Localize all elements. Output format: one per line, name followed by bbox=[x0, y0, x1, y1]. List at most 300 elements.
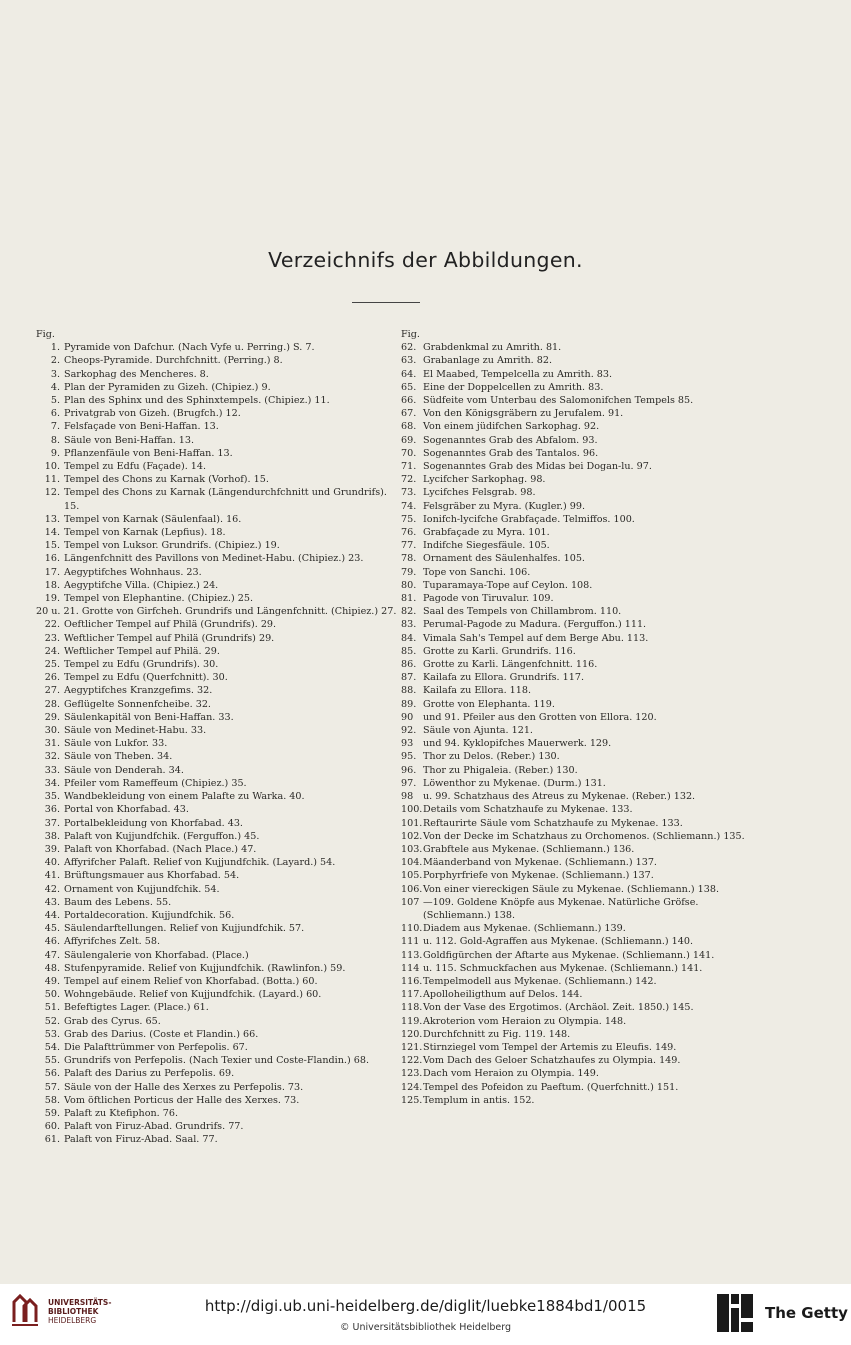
figure-entry bbox=[401, 632, 761, 645]
figure-caption: Von der Vase des Ergotimos. (Archäol. Zeit. 1850.) 145. bbox=[423, 1002, 694, 1014]
figure-entry bbox=[36, 1001, 398, 1014]
figure-caption: Südfeite vom Unterbau des Salomonifchen Tempels 85. bbox=[423, 395, 694, 406]
figure-entry bbox=[36, 407, 398, 420]
figure-entry bbox=[401, 684, 761, 697]
figure-entry bbox=[401, 962, 761, 975]
title-divider bbox=[352, 302, 420, 303]
figure-entry bbox=[401, 949, 761, 962]
figure-caption: Tempel zu Edfu (Querfchnitt). 30. bbox=[64, 672, 228, 684]
figure-number: 26. bbox=[44, 672, 60, 684]
figure-entry bbox=[401, 552, 761, 565]
figure-number: 30. bbox=[44, 725, 60, 737]
figure-entry bbox=[401, 671, 761, 684]
figure-number: 71. bbox=[401, 461, 417, 473]
figure-caption: —109. Goldene Knöpfe aus Mykenae. Natürliche Gröfse. (Schliemann.) 138. bbox=[423, 896, 699, 921]
figure-entry bbox=[36, 618, 398, 631]
figure-number: 105. bbox=[401, 870, 423, 882]
figure-number: 101. bbox=[401, 817, 423, 829]
figure-entry bbox=[36, 434, 398, 447]
figure-caption: Tempel zu Edfu (Grundrifs). 30. bbox=[64, 659, 219, 671]
figure-caption: Aegyptifche Villa. (Chipiez.) 24. bbox=[64, 579, 219, 591]
figure-caption: Ornament des Säulenhalfes. 105. bbox=[423, 553, 585, 565]
figure-number: 56. bbox=[44, 1068, 60, 1080]
figure-number: 95. bbox=[401, 751, 417, 763]
figure-entry bbox=[401, 1081, 761, 1094]
figure-number: 88. bbox=[401, 685, 417, 697]
figure-caption: Palaft von Firuz-Abad. Saal. 77. bbox=[64, 1134, 218, 1146]
figure-number: 75. bbox=[401, 513, 417, 525]
figure-number: 116. bbox=[401, 975, 423, 987]
figure-caption: Stufenpyramide. Relief von Kujjundfchik. (Rawlinfon.) 59. bbox=[64, 962, 346, 974]
figure-entry bbox=[401, 737, 761, 750]
figure-caption: Affyrifcher Palaft. Relief von Kujjundfchik. (Layard.) 54. bbox=[64, 857, 336, 869]
figure-number: 124. bbox=[401, 1081, 423, 1093]
figure-entry bbox=[401, 711, 761, 724]
figure-number: 41. bbox=[44, 870, 60, 882]
figure-caption: Baum des Lebens. 55. bbox=[64, 896, 172, 908]
figure-caption: Perumal-Pagode zu Madura. (Ferguffon.) 111. bbox=[423, 619, 647, 631]
figure-entry bbox=[401, 1015, 761, 1028]
figure-entry bbox=[36, 737, 398, 750]
figure-caption: Tempel von Elephantine. (Chipiez.) 25. bbox=[64, 593, 254, 605]
figure-number: 66. bbox=[401, 395, 417, 406]
figure-entry bbox=[401, 975, 761, 988]
figure-number: 51. bbox=[44, 1002, 60, 1014]
figure-caption: Säule von Beni-Haffan. 13. bbox=[64, 434, 195, 446]
figure-caption: Tempel des Pofeidon zu Paeftum. (Querfchnitt.) 151. bbox=[423, 1081, 679, 1093]
figure-number: 53. bbox=[44, 1028, 60, 1040]
figure-entry bbox=[36, 922, 398, 935]
figure-number: 64. bbox=[401, 368, 417, 380]
figure-caption: Tempel auf einem Relief von Khorfabad. (Botta.) 60. bbox=[64, 975, 318, 987]
figure-entry bbox=[36, 830, 398, 843]
figure-number: 111 bbox=[401, 936, 420, 948]
figure-number: 27. bbox=[44, 685, 60, 697]
figure-caption: Apolloheiligthum auf Delos. 144. bbox=[423, 989, 583, 1001]
figure-entry bbox=[401, 817, 761, 830]
figure-entry bbox=[36, 486, 398, 512]
figure-number: 121. bbox=[401, 1041, 423, 1053]
figure-entry bbox=[36, 909, 398, 922]
figure-caption: Grabfaçade zu Myra. 101. bbox=[423, 527, 550, 539]
figure-number: 113. bbox=[401, 949, 423, 961]
figure-caption: Templum in antis. 152. bbox=[423, 1094, 535, 1106]
figure-caption: Saal des Tempels von Chillambrom. 110. bbox=[423, 606, 622, 618]
figure-number: 20 u. 21. bbox=[36, 606, 79, 618]
figure-entry bbox=[36, 1133, 398, 1146]
figure-entry bbox=[36, 1054, 398, 1067]
figure-list-left bbox=[36, 328, 398, 1147]
library-name-line: BIBLIOTHEK bbox=[48, 1307, 99, 1316]
figure-caption: Oeftlicher Tempel auf Philä (Grundrifs). 29. bbox=[64, 619, 277, 631]
figure-number: 90 bbox=[401, 711, 414, 723]
copyright-notice: © Universitätsbibliothek Heidelberg bbox=[339, 1322, 511, 1333]
figure-caption: Sogenanntes Grab des Abfalom. 93. bbox=[423, 434, 598, 446]
figure-number: 68. bbox=[401, 421, 417, 433]
figure-caption: Die Palafttrümmer von Perfepolis. 67. bbox=[64, 1041, 248, 1053]
figure-caption: Befeftigtes Lager. (Place.) 61. bbox=[64, 1002, 209, 1014]
figure-entry bbox=[401, 460, 761, 473]
figure-caption: Details vom Schatzhaufe zu Mykenae. 133. bbox=[423, 804, 633, 816]
figure-entry bbox=[401, 447, 761, 460]
figure-entry bbox=[401, 645, 761, 658]
figure-number: 77. bbox=[401, 540, 417, 552]
figure-caption: Sogenanntes Grab des Tantalos. 96. bbox=[423, 447, 599, 459]
figure-number: 74. bbox=[401, 500, 417, 512]
figure-entry bbox=[36, 1081, 398, 1094]
right-entries bbox=[401, 341, 761, 1107]
figure-number: 13. bbox=[44, 513, 60, 525]
figure-caption: Wohngebäude. Relief von Kujjundfchik. (Layard.) 60. bbox=[64, 989, 322, 1001]
figure-caption: Pyramide von Dafchur. (Nach Vyfe u. Perring.) S. 7. bbox=[64, 342, 315, 354]
figure-caption: Felsgräber zu Myra. (Kugler.) 99. bbox=[423, 500, 586, 512]
figure-number: 29. bbox=[44, 711, 60, 723]
figure-caption: Grab des Darius. (Coste et Flandin.) 66. bbox=[64, 1028, 259, 1040]
figure-caption: und 94. Kyklopifches Mauerwerk. 129. bbox=[423, 738, 612, 750]
figure-number: 47. bbox=[44, 949, 60, 961]
fig-column-label: Fig. bbox=[36, 329, 55, 340]
figure-number: 18. bbox=[44, 579, 60, 591]
figure-caption: Diadem aus Mykenae. (Schliemann.) 139. bbox=[423, 923, 626, 935]
figure-entry bbox=[36, 1028, 398, 1041]
figure-entry bbox=[36, 856, 398, 869]
figure-caption: Dach vom Heraion zu Olympia. 149. bbox=[423, 1068, 599, 1080]
figure-number: 33. bbox=[44, 764, 60, 776]
fig-column-label: Fig. bbox=[401, 329, 420, 340]
figure-entry bbox=[36, 658, 398, 671]
figure-number: 49. bbox=[44, 975, 60, 987]
figure-entry bbox=[36, 526, 398, 539]
figure-entry bbox=[401, 368, 761, 381]
figure-entry bbox=[401, 526, 761, 539]
figure-caption: Palaft zu Ktefiphon. 76. bbox=[64, 1107, 179, 1119]
figure-number: 76. bbox=[401, 527, 417, 539]
figure-number: 52. bbox=[44, 1015, 60, 1027]
figure-caption: Mäanderband von Mykenae. (Schliemann.) 137. bbox=[423, 857, 657, 869]
figure-entry bbox=[36, 962, 398, 975]
figure-number: 48. bbox=[44, 962, 60, 974]
figure-entry bbox=[36, 975, 398, 988]
figure-entry bbox=[36, 420, 398, 433]
figure-caption: Aegyptifches Wohnhaus. 23. bbox=[64, 566, 202, 578]
figure-number: 5. bbox=[50, 395, 60, 406]
figure-entry bbox=[401, 869, 761, 882]
figure-entry bbox=[36, 1015, 398, 1028]
figure-entry bbox=[36, 447, 398, 460]
figure-entry bbox=[401, 843, 761, 856]
figure-entry bbox=[401, 830, 761, 843]
figure-entry bbox=[401, 724, 761, 737]
figure-number: 9. bbox=[50, 447, 60, 459]
figure-entry bbox=[401, 658, 761, 671]
figure-number: 24. bbox=[44, 645, 60, 657]
figure-caption: El Maabed, Tempelcella zu Amrith. 83. bbox=[423, 368, 613, 380]
figure-number: 61. bbox=[44, 1134, 60, 1146]
figure-number: 7. bbox=[50, 421, 60, 433]
figure-caption: Tempel zu Edfu (Façade). 14. bbox=[64, 461, 207, 473]
figure-caption: Wandbekleidung von einem Palafte zu Warka. 40. bbox=[64, 791, 305, 803]
figure-number: 79. bbox=[401, 566, 417, 578]
figure-caption: Tempelmodell aus Mykenae. (Schliemann.) 142. bbox=[423, 975, 657, 987]
figure-caption: Säule von Medinet-Habu. 33. bbox=[64, 725, 207, 737]
figure-number: 83. bbox=[401, 619, 417, 631]
figure-entry bbox=[36, 1107, 398, 1120]
figure-entry bbox=[401, 883, 761, 896]
figure-number: 59. bbox=[44, 1107, 60, 1119]
figure-number: 89. bbox=[401, 698, 417, 710]
figure-number: 104. bbox=[401, 857, 423, 869]
left-entries bbox=[36, 341, 398, 1146]
figure-caption: Grab des Cyrus. 65. bbox=[64, 1015, 161, 1027]
figure-caption: Thor zu Delos. (Reber.) 130. bbox=[423, 751, 560, 763]
figure-entry bbox=[401, 764, 761, 777]
figure-entry bbox=[36, 592, 398, 605]
figure-number: 106. bbox=[401, 883, 423, 895]
figure-number: 93 bbox=[401, 738, 414, 750]
figure-number: 28. bbox=[44, 698, 60, 710]
figure-caption: Lycifches Felsgrab. 98. bbox=[423, 487, 536, 499]
figure-caption: u. 99. Schatzhaus des Atreus zu Mykenae. (Reber.) 132. bbox=[423, 791, 696, 803]
getty-logo-icon bbox=[715, 1292, 755, 1334]
figure-number: 39. bbox=[44, 843, 60, 855]
figure-entry bbox=[36, 381, 398, 394]
figure-entry bbox=[401, 856, 761, 869]
figure-number: 63. bbox=[401, 355, 417, 367]
figure-entry bbox=[401, 394, 761, 407]
figure-entry bbox=[401, 1041, 761, 1054]
figure-caption: Säulendarftellungen. Relief von Kujjundfchik. 57. bbox=[64, 923, 305, 935]
figure-entry bbox=[36, 869, 398, 882]
figure-entry bbox=[401, 1001, 761, 1014]
figure-caption: Portal von Khorfabad. 43. bbox=[64, 804, 189, 816]
figure-caption: Tempel von Karnak (Säulenfaal). 16. bbox=[64, 513, 242, 525]
figure-number: 6. bbox=[50, 408, 60, 420]
figure-entry bbox=[36, 883, 398, 896]
figure-caption: Säule von der Halle des Xerxes zu Perfepolis. 73. bbox=[64, 1081, 304, 1093]
figure-caption: Affyrifches Zelt. 58. bbox=[64, 936, 161, 948]
figure-entry bbox=[401, 486, 761, 499]
figure-caption: Pagode von Tiruvalur. 109. bbox=[423, 593, 554, 605]
figure-caption: Sarkophag des Mencheres. 8. bbox=[64, 368, 209, 380]
figure-caption: Weftlicher Tempel auf Philä (Grundrifs) 29. bbox=[64, 632, 275, 644]
figure-caption: Brüftungsmauer aus Khorfabad. 54. bbox=[64, 870, 240, 882]
figure-entry bbox=[36, 460, 398, 473]
figure-number: 92. bbox=[401, 725, 417, 737]
figure-caption: Von einer viereckigen Säule zu Mykenae. (Schliemann.) 138. bbox=[423, 883, 720, 895]
getty-partner-name: The Getty bbox=[765, 1304, 848, 1322]
figure-entry bbox=[36, 724, 398, 737]
figure-number: 1. bbox=[50, 342, 60, 354]
figure-entry bbox=[36, 764, 398, 777]
figure-entry bbox=[36, 790, 398, 803]
figure-entry bbox=[401, 1054, 761, 1067]
figure-entry bbox=[36, 368, 398, 381]
figure-entry bbox=[401, 539, 761, 552]
figure-entry bbox=[36, 935, 398, 948]
figure-number: 10. bbox=[44, 461, 60, 473]
figure-entry bbox=[401, 513, 761, 526]
figure-caption: Tempel von Luksor. Grundrifs. (Chipiez.) 19. bbox=[64, 540, 280, 552]
figure-caption: Thor zu Phigaleia. (Reber.) 130. bbox=[423, 764, 578, 776]
figure-caption: Tempel des Chons zu Karnak (Vorhof). 15. bbox=[64, 474, 269, 486]
figure-caption: Säule von Denderah. 34. bbox=[64, 764, 184, 776]
figure-number: 25. bbox=[44, 659, 60, 671]
figure-entry bbox=[401, 935, 761, 948]
figure-number: 117. bbox=[401, 989, 423, 1001]
figure-entry bbox=[36, 645, 398, 658]
figure-caption: Ornament von Kujjundfchik. 54. bbox=[64, 883, 220, 895]
figure-number: 4. bbox=[50, 381, 60, 393]
figure-entry bbox=[36, 843, 398, 856]
figure-caption: Indifche Siegesfäule. 105. bbox=[423, 540, 550, 552]
figure-caption: Ionifch-lycifche Grabfaçade. Telmiffos. 100. bbox=[423, 513, 635, 525]
figure-entry bbox=[36, 1094, 398, 1107]
figure-entry bbox=[36, 394, 398, 407]
figure-number: 107 bbox=[401, 896, 420, 908]
figure-caption: Sogenanntes Grab des Midas bei Dogan-lu. 97. bbox=[423, 461, 652, 473]
figure-caption: Plan des Sphinx und des Sphinxtempels. (Chipiez.) 11. bbox=[64, 395, 330, 406]
permalink-url[interactable]: http://digi.ub.uni-heidelberg.de/diglit/luebke1884bd1/0015 bbox=[204, 1297, 647, 1315]
figure-entry bbox=[401, 790, 761, 803]
figure-number: 43. bbox=[44, 896, 60, 908]
figure-entry bbox=[36, 1120, 398, 1133]
figure-caption: Stirnziegel vom Tempel der Artemis zu Eleufis. 149. bbox=[423, 1041, 677, 1053]
figure-entry bbox=[401, 434, 761, 447]
figure-entry bbox=[401, 803, 761, 816]
page-title: Verzeichnifs der Abbildungen. bbox=[268, 248, 583, 272]
figure-caption: Durchfchnitt zu Fig. 119. 148. bbox=[423, 1028, 571, 1040]
figure-entry bbox=[36, 777, 398, 790]
figure-number: 14. bbox=[44, 527, 60, 539]
figure-number: 69. bbox=[401, 434, 417, 446]
figure-number: 3. bbox=[50, 368, 60, 380]
figure-entry bbox=[36, 1067, 398, 1080]
figure-entry bbox=[401, 1028, 761, 1041]
figure-entry bbox=[401, 896, 761, 922]
figure-entry bbox=[401, 566, 761, 579]
figure-entry bbox=[401, 750, 761, 763]
figure-caption: Von der Decke im Schatzhaus zu Orchomenos. (Schliemann.) 135. bbox=[423, 830, 745, 842]
figure-entry bbox=[36, 341, 398, 354]
figure-entry bbox=[36, 750, 398, 763]
figure-caption: Geflügelte Sonnenfcheibe. 32. bbox=[64, 698, 211, 710]
figure-caption: Längenfchnitt des Pavillons von Medinet-Habu. (Chipiez.) 23. bbox=[64, 553, 364, 565]
figure-number: 8. bbox=[50, 434, 60, 446]
figure-number: 82. bbox=[401, 606, 417, 618]
figure-caption: u. 115. Schmuckfachen aus Mykenae. (Schliemann.) 141. bbox=[423, 962, 703, 974]
figure-caption: Reftaurirte Säule vom Schatzhaufe zu Mykenae. 133. bbox=[423, 817, 683, 829]
figure-number: 54. bbox=[44, 1041, 60, 1053]
figure-caption: Lycifcher Sarkophag. 98. bbox=[423, 474, 546, 486]
figure-entry bbox=[401, 381, 761, 394]
figure-entry bbox=[401, 698, 761, 711]
figure-number: 50. bbox=[44, 989, 60, 1001]
figure-number: 62. bbox=[401, 342, 417, 354]
figure-caption: Weftlicher Tempel auf Philä. 29. bbox=[64, 645, 220, 657]
library-name-line: UNIVERSITÄTS- bbox=[48, 1298, 112, 1307]
figure-caption: Vom Dach des Geloer Schatzhaufes zu Olympia. 149. bbox=[423, 1055, 681, 1067]
figure-number: 45. bbox=[44, 923, 60, 935]
figure-caption: Grundrifs von Perfepolis. (Nach Texier und Coste-Flandin.) 68. bbox=[64, 1055, 369, 1067]
library-name-line: HEIDELBERG bbox=[48, 1316, 97, 1325]
figure-number: 34. bbox=[44, 777, 60, 789]
figure-number: 60. bbox=[44, 1121, 60, 1133]
figure-caption: Von den Königsgräbern zu Jerufalem. 91. bbox=[423, 408, 624, 420]
figure-entry bbox=[36, 949, 398, 962]
figure-caption: Pfeiler vom Rameffeum (Chipiez.) 35. bbox=[64, 777, 247, 789]
figure-number: 123. bbox=[401, 1068, 423, 1080]
figure-number: 44. bbox=[44, 909, 60, 921]
figure-number: 78. bbox=[401, 553, 417, 565]
figure-number: 12. bbox=[44, 487, 60, 499]
figure-caption: Portalbekleidung von Khorfabad. 43. bbox=[64, 817, 243, 829]
figure-caption: Grabdenkmal zu Amrith. 81. bbox=[423, 342, 562, 354]
figure-caption: Grabftele aus Mykenae. (Schliemann.) 136. bbox=[423, 843, 635, 855]
figure-caption: Portaldecoration. Kujjundfchik. 56. bbox=[64, 909, 235, 921]
figure-number: 120. bbox=[401, 1028, 423, 1040]
figure-number: 57. bbox=[44, 1081, 60, 1093]
figure-entry bbox=[401, 592, 761, 605]
figure-number: 85. bbox=[401, 645, 417, 657]
figure-number: 16. bbox=[44, 553, 60, 565]
figure-entry bbox=[401, 777, 761, 790]
figure-caption: Akroterion vom Heraion zu Olympia. 148. bbox=[423, 1015, 627, 1027]
figure-caption: Säulengalerie von Khorfabad. (Place.) bbox=[64, 949, 249, 961]
figure-entry bbox=[36, 698, 398, 711]
figure-number: 81. bbox=[401, 593, 417, 605]
figure-entry bbox=[36, 605, 398, 618]
figure-entry bbox=[401, 605, 761, 618]
figure-entry bbox=[36, 566, 398, 579]
figure-number: 67. bbox=[401, 408, 417, 420]
figure-caption: Tempel von Karnak (Lepfius). 18. bbox=[64, 527, 226, 539]
figure-caption: Tempel des Chons zu Karnak (Längendurchfchnitt und Grundrifs). 15. bbox=[64, 487, 387, 512]
figure-caption: Goldfigürchen der Aftarte aus Mykenae. (Schliemann.) 141. bbox=[423, 949, 715, 961]
figure-number: 119. bbox=[401, 1015, 423, 1027]
figure-number: 125. bbox=[401, 1094, 423, 1106]
figure-entry bbox=[401, 354, 761, 367]
figure-entry bbox=[36, 354, 398, 367]
figure-number: 46. bbox=[44, 936, 60, 948]
figure-entry bbox=[36, 684, 398, 697]
figure-number: 102. bbox=[401, 830, 423, 842]
figure-caption: Löwenthor zu Mykenae. (Durm.) 131. bbox=[423, 777, 606, 789]
figure-number: 72. bbox=[401, 474, 417, 486]
figure-number: 86. bbox=[401, 659, 417, 671]
figure-entry bbox=[401, 1094, 761, 1107]
figure-entry bbox=[36, 671, 398, 684]
figure-caption: Tope von Sanchi. 106. bbox=[423, 566, 531, 578]
figure-number: 87. bbox=[401, 672, 417, 684]
figure-caption: Grotte zu Karli. Grundrifs. 116. bbox=[423, 645, 576, 657]
figure-number: 35. bbox=[44, 791, 60, 803]
figure-entry bbox=[36, 579, 398, 592]
figure-number: 32. bbox=[44, 751, 60, 763]
figure-caption: Vom öftlichen Porticus der Halle des Xerxes. 73. bbox=[64, 1094, 300, 1106]
figure-caption: Säule von Theben. 34. bbox=[64, 751, 173, 763]
figure-entry bbox=[401, 407, 761, 420]
figure-caption: Tuparamaya-Tope auf Ceylon. 108. bbox=[423, 579, 593, 591]
figure-number: 96. bbox=[401, 764, 417, 776]
figure-caption: Von einem jüdifchen Sarkophag. 92. bbox=[423, 421, 600, 433]
figure-list-right bbox=[401, 328, 761, 1107]
figure-number: 80. bbox=[401, 579, 417, 591]
figure-entry bbox=[36, 817, 398, 830]
figure-entry bbox=[401, 473, 761, 486]
figure-number: 38. bbox=[44, 830, 60, 842]
figure-number: 84. bbox=[401, 632, 417, 644]
figure-number: 65. bbox=[401, 381, 417, 393]
